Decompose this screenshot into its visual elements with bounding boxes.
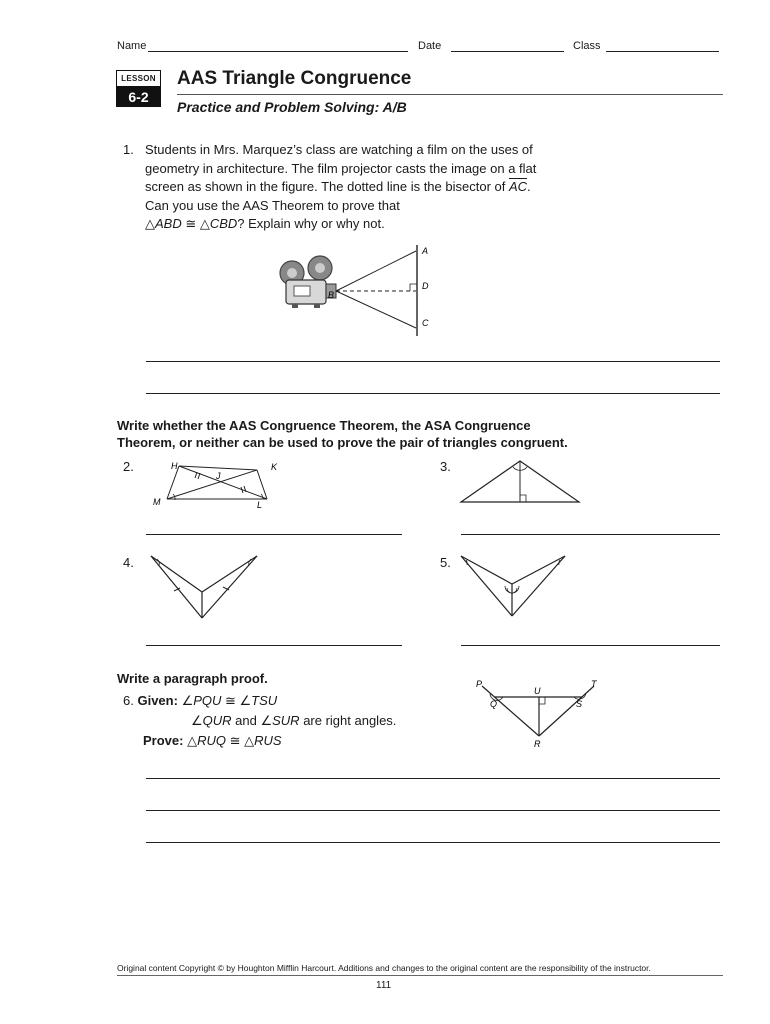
lesson-label: LESSON [116, 70, 161, 87]
q5-answer-line[interactable] [461, 645, 720, 646]
question-2-number: 2. [123, 459, 134, 474]
q6-given-label: Given: [137, 693, 178, 708]
name-label: Name [117, 40, 147, 52]
q1-line3: screen as shown in the figure. The dotted line is the bisector of $\overline{AC}$. [145, 179, 531, 194]
q1-line2: geometry in architecture. The film projector casts the image on a flat [145, 160, 537, 176]
q6-figure [470, 676, 610, 756]
question-3-number: 3. [440, 459, 451, 474]
q3-answer-line[interactable] [461, 534, 720, 535]
q1-line5: △ABD ≅ △CBD? Explain why or why not. [145, 216, 385, 231]
q6-given-row: 6. Given: ∠PQU ≅ ∠TSU [123, 693, 278, 708]
q2-answer-line[interactable] [146, 534, 402, 535]
class-field[interactable] [606, 51, 719, 52]
page-number: 111 [376, 980, 392, 991]
q6-prove-row [123, 731, 453, 751]
q6-answer-line-3[interactable] [146, 842, 720, 843]
label-q: Q [490, 699, 498, 709]
question-5-number: 5. [440, 555, 451, 570]
class-label: Class [573, 40, 601, 52]
label-b: B [328, 290, 335, 300]
q4-figure [145, 554, 265, 624]
label-c: C [422, 318, 429, 328]
question-4-number: 4. [123, 555, 134, 570]
q6-prove-label: Prove: [143, 733, 184, 748]
copyright-notice: Original content Copyright © by Houghton Mifflin Harcourt. Additions and changes to the original content are the responsibility of the instructor. [117, 963, 651, 973]
date-field[interactable] [451, 51, 564, 52]
question-1-number: 1. [123, 142, 134, 157]
q1-answer-line-2[interactable] [146, 393, 720, 394]
footer-rule [117, 975, 723, 976]
label-t: T [591, 679, 597, 689]
q1-congruence: △ABD ≅ △CBD [145, 216, 238, 231]
page-subtitle: Practice and Problem Solving: A/B [177, 99, 407, 115]
label-l: L [257, 500, 263, 510]
question-6 [123, 691, 453, 751]
question-1 [123, 141, 723, 231]
label-j: J [216, 471, 221, 481]
lesson-badge [116, 70, 161, 106]
lesson-number: 6-2 [116, 87, 161, 107]
date-label: Date [418, 40, 442, 52]
segment-ac: $\overline{AC}$ [508, 179, 528, 194]
q4-answer-line[interactable] [146, 645, 402, 646]
q1-answer-line-1[interactable] [146, 361, 720, 362]
page-title: AAS Triangle Congruence [177, 68, 412, 89]
label-a: A [422, 246, 429, 256]
q6-given-1: ∠PQU ≅ ∠TSU [181, 693, 278, 708]
section2-heading: Write whether the AAS Congruence Theorem, the ASA Congruence Theorem, or neither can be used to prove the pair of triangles congruent. [117, 418, 568, 450]
q6-answer-line-2[interactable] [146, 810, 720, 811]
title-rule [177, 94, 723, 95]
q6-answer-line-1[interactable] [146, 778, 720, 779]
q1-line1: Students in Mrs. Marquez’s class are watching a film on the uses of [145, 142, 533, 157]
label-u: U [534, 686, 541, 696]
name-field[interactable] [148, 51, 408, 52]
label-k: K [271, 462, 278, 472]
label-p: P [476, 679, 483, 689]
q6-prove: △RUQ ≅ △RUS [187, 733, 282, 748]
label-s: S [576, 699, 583, 709]
label-r: R [534, 739, 541, 749]
q5-figure [455, 554, 575, 624]
q2-figure [145, 458, 285, 513]
q6-given-row-2: ∠QUR and ∠SUR are right angles. [191, 713, 397, 728]
section3-heading: Write a paragraph proof. [117, 671, 268, 686]
film-projector-icon [280, 256, 336, 308]
q1-line4: Can you use the AAS Theorem to prove that [145, 197, 400, 213]
label-m: M [153, 497, 161, 507]
label-h: H [171, 461, 178, 471]
label-d: D [422, 281, 429, 291]
projector-figure [270, 240, 440, 340]
q3-figure [455, 458, 585, 508]
